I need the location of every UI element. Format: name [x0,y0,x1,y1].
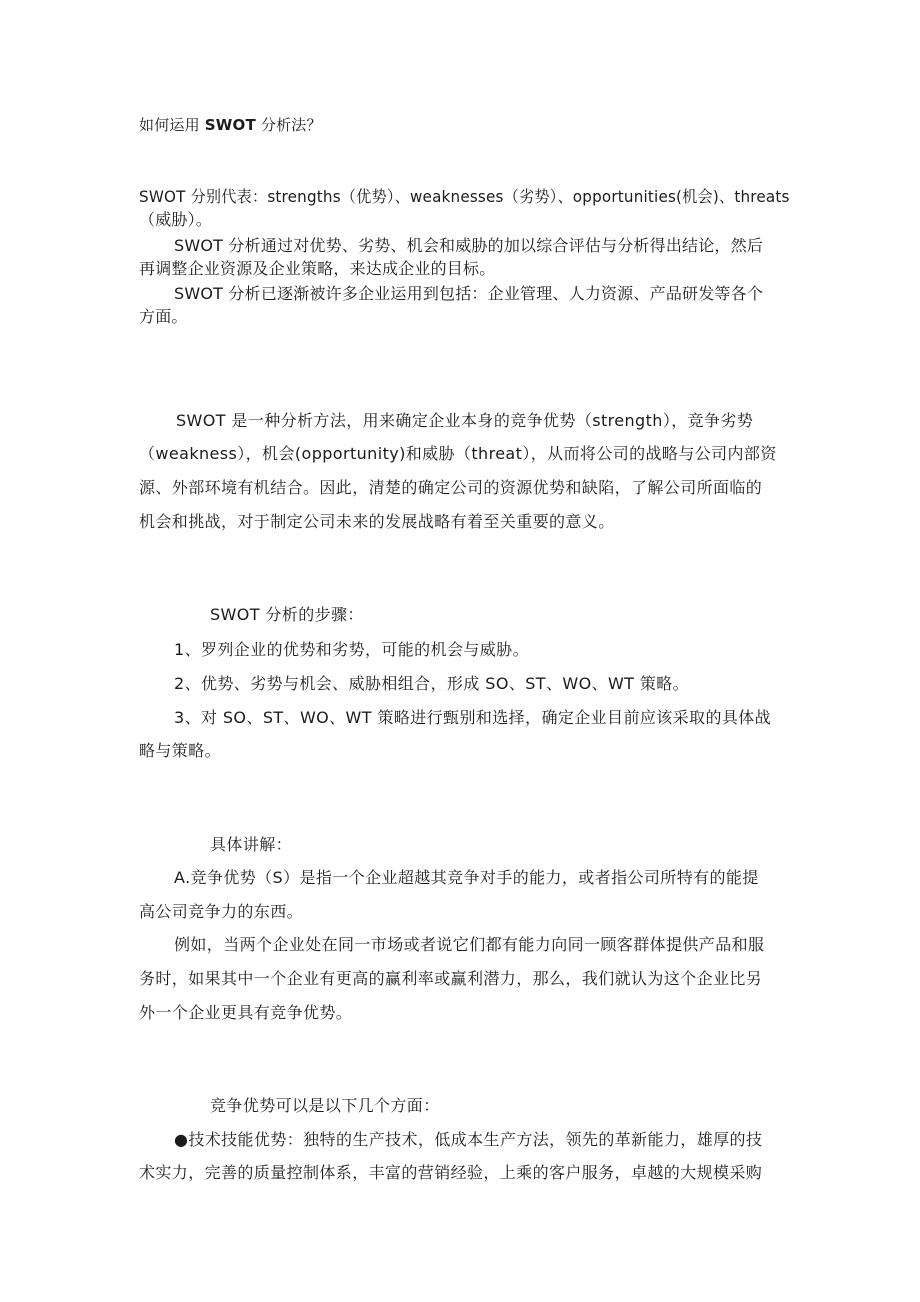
example-line-3: 外一个企业更具有竞争优势。 [139,1003,353,1022]
aspect-bullet-line-2: 术实力，完善的质量控制体系，丰富的营销经验，上乘的客户服务，卓越的大规模采购 [139,1163,763,1182]
title-prefix: 如何运用 [139,116,205,134]
aspect-bullet-line-1: ●技术技能优势：独特的生产技术，低成本生产方法，领先的革新能力，雄厚的技 [174,1130,763,1149]
step-1: 1、罗列企业的优势和劣势，可能的机会与威胁。 [174,640,529,659]
detail-a-line-1: A.竞争优势（S）是指一个企业超越其竞争对手的能力，或者指公司所特有的能提 [174,868,759,887]
definition-line-2: （weakness），机会(opportunity)和威胁（threat），从而将公司的战略与公司内部资 [139,444,777,463]
details-heading: 具体讲解： [210,835,293,854]
intro-line-6: 方面。 [139,307,188,326]
example-line-1: 例如，当两个企业处在同一市场或者说它们都有能力向同一顾客群体提供产品和服 [174,935,765,954]
title-bold: SWOT [204,116,256,134]
step-2: 2、优势、劣势与机会、威胁相组合，形成 SO、ST、WO、WT 策略。 [174,674,690,693]
definition-line-3: 源、外部环境有机结合。因此，清楚的确定公司的资源优势和缺陷，了解公司所面临的 [139,478,763,497]
detail-a-line-2: 高公司竞争力的东西。 [139,902,304,921]
example-line-2: 务时，如果其中一个企业有更高的赢利率或赢利潜力，那么，我们就认为这个企业比另 [139,969,763,988]
intro-line-5: SWOT 分析已逐渐被许多企业运用到包括：企业管理、人力资源、产品研发等各个 [174,284,764,303]
steps-heading: SWOT 分析的步骤： [210,605,364,624]
step-3-line-1: 3、对 SO、ST、WO、WT 策略进行甄别和选择，确定企业目前应该采取的具体战 [174,708,772,727]
document-title [139,114,322,136]
intro-line-1: SWOT 分别代表：strengths（优势）、weaknesses（劣势）、opportunities(机会)、threats [139,187,790,206]
intro-line-3: SWOT 分析通过对优势、劣势、机会和威胁的加以综合评估与分析得出结论，然后 [174,236,764,255]
definition-line-1: SWOT 是一种分析方法，用来确定企业本身的竞争优势（strength），竞争劣势 [176,411,754,430]
definition-line-4: 机会和挑战，对于制定公司未来的发展战略有着至关重要的意义。 [139,512,615,531]
step-3-line-2: 略与策略。 [139,741,222,760]
title-suffix: 分析法？ [255,116,322,134]
aspects-heading: 竞争优势可以是以下几个方面： [210,1096,440,1115]
intro-line-2: （威胁）。 [139,210,213,229]
intro-line-4: 再调整企业资源及企业策略，来达成企业的目标。 [139,259,496,278]
